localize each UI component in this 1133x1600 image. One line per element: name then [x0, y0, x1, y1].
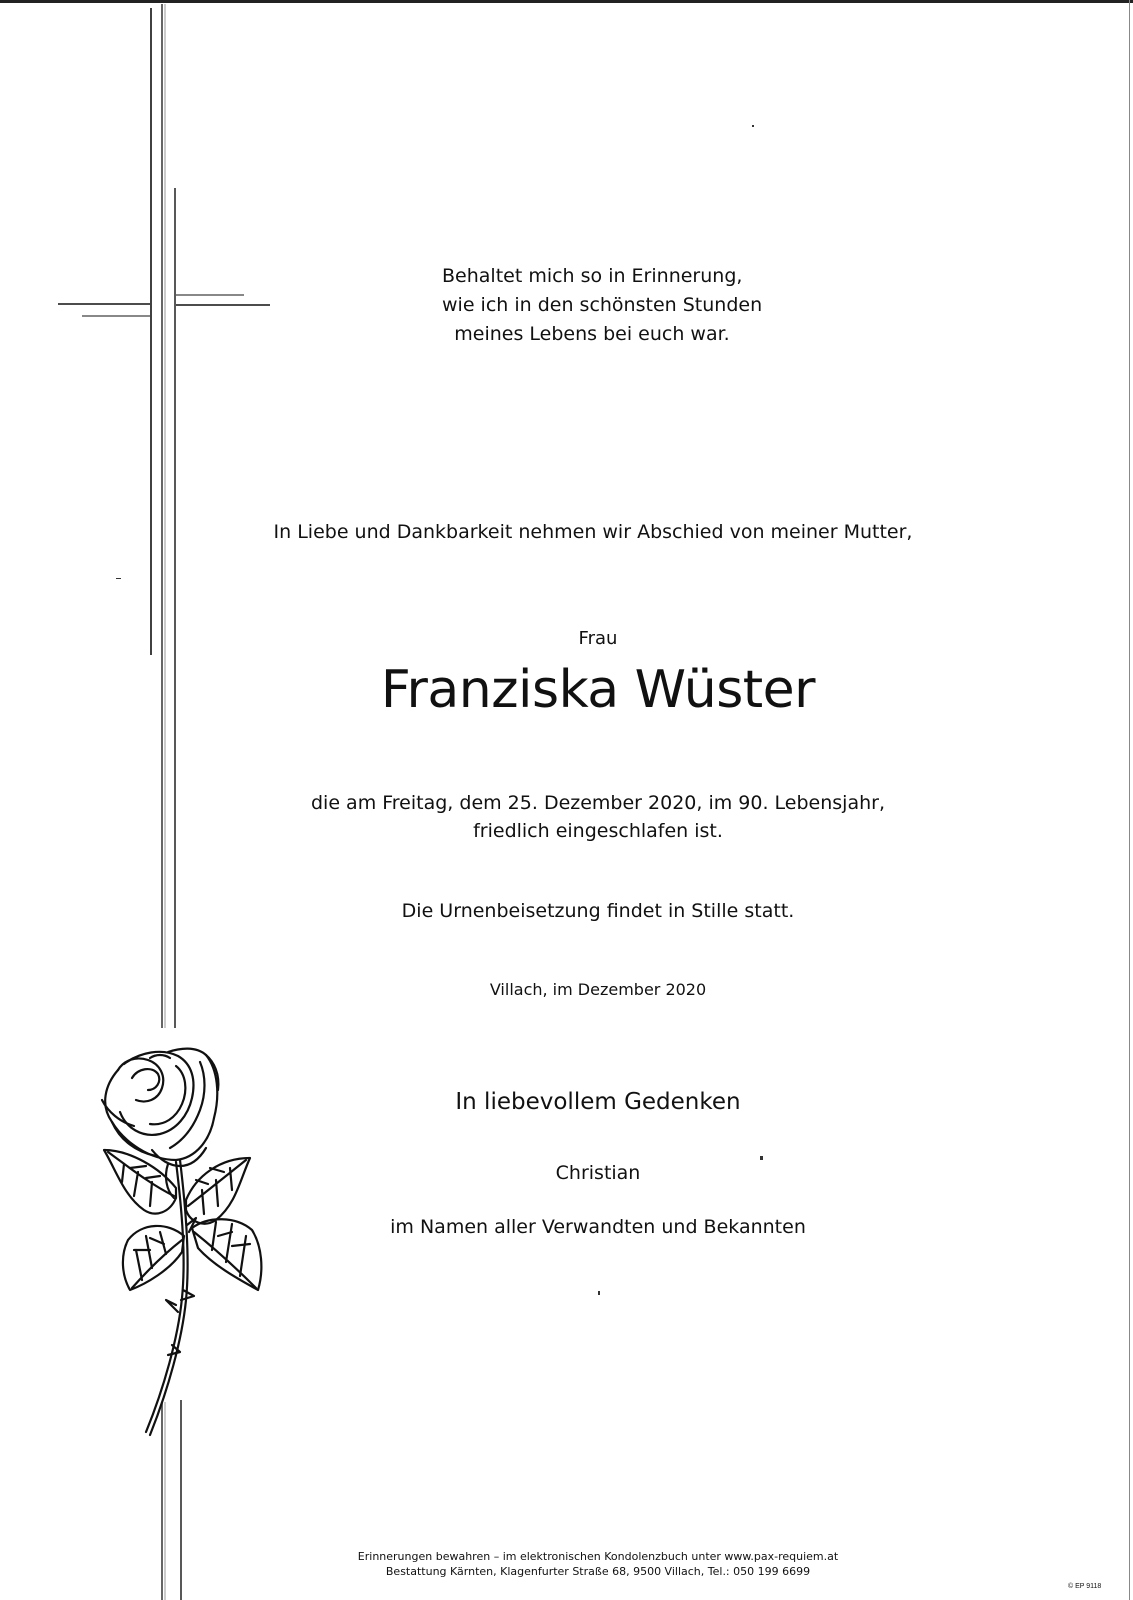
footer-info [298, 1549, 898, 1577]
death-notice [228, 789, 968, 845]
relatives-line: im Namen aller Verwandten und Bekannten [390, 1216, 806, 1238]
motto-line: wie ich in den schönsten Stunden [442, 294, 763, 316]
farewell-intro: In Liebe und Dankbarkeit nehmen wir Abschied von meiner Mutter, [273, 521, 913, 543]
right-border [1129, 0, 1130, 1600]
motto-line: meines Lebens bei euch war. [454, 323, 730, 345]
scan-speck [752, 125, 754, 127]
footer-line: Bestattung Kärnten, Klagenfurter Straße 68, 9500 Villach, Tel.: 050 199 6699 [385, 1565, 811, 1577]
motto-verse [442, 262, 763, 349]
salutation: Frau [578, 628, 618, 649]
scan-speck [598, 1291, 600, 1295]
death-notice-line: die am Freitag, dem 25. Dezember 2020, im 90. Lebensjahr, [310, 792, 885, 814]
print-code: © EP 9118 [1068, 1583, 1102, 1590]
footer-line: Erinnerungen bewahren – im elektronischen Kondolenzbuch unter www.pax-requiem.at [357, 1550, 839, 1563]
funeral-notice: Die Urnenbeisetzung findet in Stille statt. [401, 900, 795, 922]
place-date: Villach, im Dezember 2020 [489, 980, 707, 999]
scan-speck [760, 1156, 763, 1160]
scan-speck [116, 578, 121, 579]
signer-name: Christian [555, 1162, 641, 1184]
motto-line: Behaltet mich so in Erinnerung, [442, 265, 743, 287]
death-notice-line: friedlich eingeschlafen ist. [473, 820, 723, 842]
deceased-name: Franziska Wüster [380, 660, 816, 720]
closing-phrase: In liebevollem Gedenken [455, 1089, 741, 1115]
